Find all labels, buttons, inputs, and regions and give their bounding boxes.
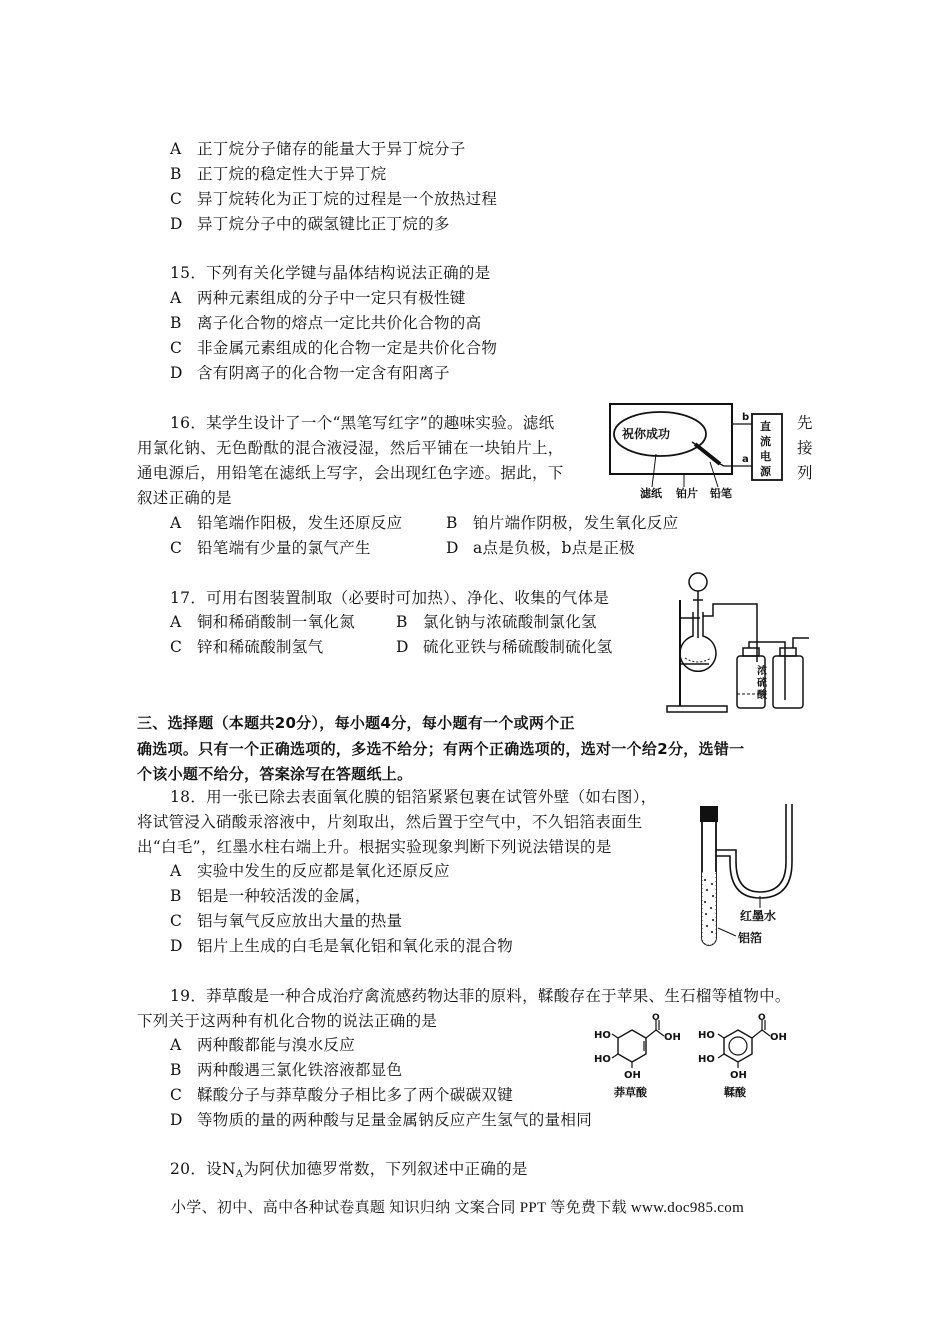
q18-option-b: B 铝是一种较活泼的金属，: [170, 887, 371, 905]
tannic-acid-structure: [698, 1013, 787, 1099]
aluminum-foil-figure: [690, 800, 810, 950]
collection-bottle: [773, 656, 803, 708]
caption-filter-paper: 滤纸: [640, 487, 662, 500]
tannic-acid-oh: OH: [770, 1032, 787, 1043]
q16-stem-line-2: 用氯化钠、无色酚酞的混合液浸湿，然后平铺在一块铂片上，: [137, 439, 564, 457]
power-label-3: 电: [760, 450, 771, 463]
q18-option-d: D 铝片上生成的白毛是氧化铝和氧化汞的混合物: [170, 937, 514, 955]
q16-option-c: C 铅笔端有少量的氯气产生: [170, 539, 371, 557]
q19-stem-line-2: 下列关于这两种有机化合物的说法正确的是: [137, 1012, 438, 1030]
section3-line-1: 三、选择题（本题共20分），每小题4分，每小题有一个或两个正: [137, 714, 575, 732]
q18-option-a: A 实验中发生的反应都是氧化还原反应: [170, 862, 450, 880]
gas-apparatus-figure: [665, 568, 815, 716]
q17-stem: 17．可用右图装置制取（必要时可加热）、净化、收集的气体是: [170, 589, 610, 607]
caption-platinum: 铂片: [676, 487, 698, 500]
shikimic-ho-1: HO: [594, 1030, 611, 1041]
tannic-ho-2: HO: [698, 1054, 715, 1065]
bottle-label-1: 浓: [757, 666, 767, 677]
q19-option-d: D 等物质的量的两种酸与足量金属钠反应产生氢气的量相同: [170, 1111, 593, 1129]
acid-structures-figure: [592, 1013, 812, 1100]
bottle-label-2: 硫: [757, 678, 767, 689]
power-label-2: 流: [760, 435, 771, 448]
exhaust-tube: [793, 638, 809, 648]
q16-option-a: A 铅笔端作阳极，发生还原反应: [170, 514, 403, 532]
q15-option-a: A 两种元素组成的分子中一定只有极性键: [170, 289, 466, 307]
q16-side-char-1: 先: [797, 414, 813, 432]
label-red-ink: 红墨水: [740, 909, 777, 923]
foil-wrap: [702, 872, 716, 945]
flask-liquid: [685, 658, 711, 662]
q17-option-c: C 锌和稀硫酸制氢气: [170, 638, 324, 656]
power-label-1: 直: [760, 420, 771, 433]
pencil-body: [695, 444, 720, 464]
q16-option-b: B 铂片端作阴极，发生氧化反应: [446, 514, 679, 532]
collection-bottle-neck: [780, 648, 796, 656]
shikimic-acid-structure: [594, 1013, 681, 1099]
tannic-acid-name: 鞣酸: [724, 1086, 746, 1099]
label-foil: 铝箔: [738, 931, 763, 945]
shikimic-ho-2: HO: [594, 1054, 611, 1065]
q18-stem-line-1: 18．用一张已除去表面氧化膜的铝箔紧紧包裹在试管外壁（如右图），: [170, 788, 657, 806]
delivery-tube-1: [703, 604, 757, 662]
section3-line-2: 确选项。只有一个正确选项的，多选不给分；有两个正确选项的，选对一个给2分，选错一: [137, 740, 745, 758]
q16-stem-line-1: 16．某学生设计了一个“黑笔写红字”的趣味实验。滤纸: [170, 414, 555, 432]
power-label-4: 源: [760, 465, 771, 478]
q16-stem-line-3: 通电源后，用铅笔在滤纸上写字，会出现红色字迹。据此，下: [137, 464, 564, 482]
rubber-stopper: [700, 806, 718, 822]
q20-stem: 20．设$N_A$为阿伏加德罗常数，下列叙述中正确的是: [170, 1160, 528, 1180]
shikimic-acid-oh: OH: [664, 1032, 681, 1043]
q14-option-c: C 异丁烷转化为正丁烷的过程是一个放热过程: [170, 190, 498, 208]
shikimic-oh: OH: [624, 1070, 641, 1081]
footer-text: 小学、初中、高中各种试卷真题 知识归纳 文案合同 PPT 等免费下载 www.doc985.com: [171, 1200, 745, 1216]
terminal-b: b: [742, 412, 750, 423]
tannic-aromatic-circle: [729, 1037, 747, 1055]
q18-stem-line-3: 出“白毛”，红墨水柱右端上升。根据实验现象判断下列说法错误的是: [137, 838, 612, 856]
electrolysis-figure: [600, 400, 790, 502]
tannic-ho-1: HO: [698, 1030, 715, 1041]
funnel-bulb: [689, 573, 707, 591]
q14-option-a: A 正丁烷分子储存的能量大于异丁烷分子: [170, 140, 466, 158]
q18-option-c: C 铝与氧气反应放出大量的热量: [170, 912, 403, 930]
stand-base: [667, 706, 727, 712]
q15-stem: 15．下列有关化学键与晶体结构说法正确的是: [170, 264, 491, 282]
shikimic-o: O: [652, 1013, 660, 1023]
ellipse-text: 祝你成功: [622, 427, 671, 441]
q15-option-c: C 非金属元素组成的化合物一定是共价化合物: [170, 339, 498, 357]
q17-option-d: D 硫化亚铁与稀硫酸制硫化氢: [396, 638, 613, 656]
q19-option-c: C 鞣酸分子与莽草酸分子相比多了两个碳碳双键: [170, 1086, 514, 1104]
q18-stem-line-2: 将试管浸入硝酸汞溶液中，片刻取出，然后置于空气中，不久铝箔表面生: [137, 813, 643, 831]
q15-option-b: B 离子化合物的熔点一定比共价化合物的高: [170, 314, 482, 332]
section3-line-3: 个该小题不给分，答案涂写在答题纸上。: [137, 765, 413, 783]
q16-side-char-3: 列: [797, 464, 813, 482]
q19-option-a: A 两种酸都能与溴水反应: [170, 1036, 356, 1054]
pointer-filter-paper: [652, 454, 656, 487]
q16-stem-line-4: 叙述正确的是: [137, 489, 232, 507]
tannic-oh: OH: [730, 1070, 747, 1081]
q17-option-b: B 氯化钠与浓硫酸制氯化氢: [396, 613, 597, 631]
q14-option-b: B 正丁烷的稳定性大于异丁烷: [170, 165, 387, 183]
q16-side-char-2: 接: [797, 439, 813, 457]
q15-option-d: D 含有阴离子的化合物一定含有阳离子: [170, 364, 450, 382]
terminal-a: a: [742, 454, 749, 465]
bottle-label-3: 酸: [757, 690, 767, 701]
tannic-ring: [724, 1030, 752, 1062]
q16-option-d: D a点是负极，b点是正极: [446, 539, 635, 557]
shikimic-acid-name: 莽草酸: [614, 1086, 647, 1099]
q14-option-d: D 异丁烷分子中的碳氢键比正丁烷的多: [170, 215, 450, 233]
q19-option-b: B 两种酸遇三氯化铁溶液都显色: [170, 1061, 403, 1079]
u-tube-outer: [716, 804, 786, 892]
caption-pencil: 铅笔: [710, 487, 732, 500]
q19-stem-line-1: 19．莽草酸是一种合成治疗禽流感药物达菲的原料，鞣酸存在于苹果、生石榴等植物中。: [170, 987, 791, 1005]
shikimic-ring: [618, 1030, 646, 1062]
pencil-tip: [692, 442, 695, 444]
foil-pointer: [718, 928, 736, 936]
q17-option-a: A 铜和稀硝酸制一氧化氮: [170, 613, 356, 631]
tannic-o: O: [758, 1013, 766, 1023]
